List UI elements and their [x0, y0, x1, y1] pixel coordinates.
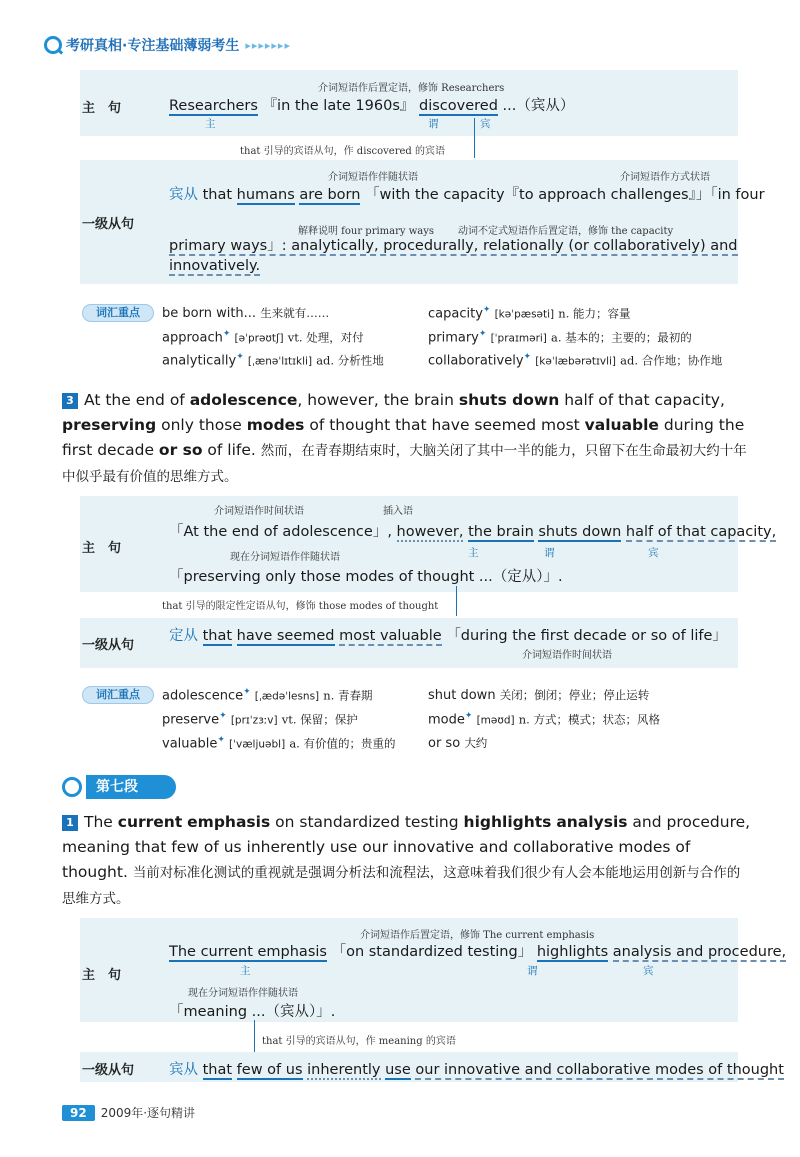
sub-clause-tag: 一级从句	[82, 638, 135, 653]
connector-line	[254, 1020, 255, 1052]
sub-clause-tag: 一级从句	[82, 217, 135, 232]
paragraph-translation: 然而，在青春期结束时，大脑关闭了其中一半的能力，只留下在生命最初大约十年中似乎最有价值的思维方式。	[62, 443, 747, 485]
connector-note: that 引导的宾语从句，作 meaning 的宾语	[262, 1036, 456, 1047]
vocab-tag: 词汇重点	[82, 304, 154, 322]
annotation: 插入语	[383, 506, 413, 517]
star-icon: ✦	[217, 735, 225, 745]
vocab-item: or so 大约	[428, 736, 488, 751]
sub-clause-tag: 一级从句	[82, 1063, 135, 1078]
annotation: 现在分词短语作伴随状语	[188, 988, 298, 999]
paragraph-1: 1 The current emphasis on standardized testing highlights analysis and procedure, meaning that few of us inherently use our innovative and collaborative modes of thought. 当前对标准化测试的重视就是强调分析法和流程法，这意味着我们很少有人会本能地运用创新与合作的思维方式。	[62, 813, 751, 907]
vocab-item: mode✦ [məʊd] n. 方式；模式；状态；风格	[428, 711, 660, 728]
main-sentence-line1: The current emphasis 「on standardized testing」 highlights analysis and procedure,	[169, 944, 787, 960]
role-object: 宾	[480, 118, 491, 130]
connector-note: that 引导的宾语从句，作 discovered 的宾语	[240, 146, 445, 157]
annotation: 动词不定式短语作后置定语，修饰 the capacity	[458, 226, 674, 237]
annotation: 介词短语作时间状语	[214, 506, 304, 517]
role-object: 宾	[648, 547, 659, 559]
section-label: 第七段	[86, 775, 176, 799]
sub-sentence-line1: 宾从 that humans are born 「with the capacity『to approach challenges』」「in four	[169, 187, 765, 203]
vocab-item: approach✦ [əˈprəʊtʃ] vt. 处理，对付	[162, 329, 364, 346]
paragraph-number: 3	[62, 393, 78, 409]
vocab-item: collaboratively✦ [kəˈlæbərətɪvli] ad. 合作地；协作地	[428, 352, 723, 369]
main-sentence-line1: 「At the end of adolescence」, however, the brain shuts down half of that capacity,	[169, 524, 777, 540]
role-verb: 谓	[527, 965, 538, 977]
star-icon: ✦	[464, 711, 473, 721]
sub-sentence-line2: primary ways」: analytically, procedurally, relationally (or collaboratively) and	[169, 238, 738, 254]
main-sentence-line2: 「meaning ...（宾从）」.	[169, 1004, 336, 1020]
vocab-item: preserve✦ [prɪˈzɜːv] vt. 保留；保护	[162, 711, 358, 728]
vocab-tag: 词汇重点	[82, 686, 154, 704]
main-clause-tag: 主 句	[82, 541, 122, 556]
footer-text: 2009年·逐句精讲	[100, 1106, 196, 1120]
role-subject: 主	[240, 965, 251, 977]
role-object: 宾	[643, 965, 654, 977]
sub-sentence: 定从 that have seemed most valuable 「during the first decade or so of life」	[169, 628, 727, 644]
header-title: 考研真相·专注基础薄弱考生	[66, 38, 240, 54]
annotation: 现在分词短语作伴随状语	[230, 552, 340, 563]
role-verb: 谓	[544, 547, 555, 559]
star-icon: ✦	[236, 352, 244, 362]
annotation: 介词短语作伴随状语	[328, 172, 418, 183]
vocab-item: adolescence✦ [ˌædəˈlesns] n. 青春期	[162, 687, 373, 704]
paragraph-translation: 当前对标准化测试的重视就是强调分析法和流程法，这意味着我们很少有人会本能地运用创新与合作的思维方式。	[62, 865, 741, 907]
connector-note: that 引导的限定性定语从句，修饰 those modes of thought	[162, 601, 439, 612]
search-logo-icon	[62, 777, 82, 797]
star-icon: ✦	[219, 711, 227, 721]
role-subject: 主	[468, 547, 479, 559]
annotation: 介词短语作后置定语，修饰 The current emphasis	[360, 930, 595, 941]
vocab-item: valuable✦ [ˈvæljuəbl] a. 有价值的；贵重的	[162, 735, 396, 752]
main-sentence-line2: 「preserving only those modes of thought ...（定从）」.	[169, 569, 563, 585]
main-clause-tag: 主 句	[82, 101, 122, 116]
page-footer	[62, 1104, 195, 1121]
annotation: 介词短语作方式状语	[620, 172, 710, 183]
star-icon: ✦	[523, 352, 532, 362]
star-icon: ✦	[222, 329, 231, 339]
connector-line	[474, 118, 475, 158]
vocab-item: primary✦ [ˈpraɪməri] a. 基本的；主要的；最初的	[428, 329, 692, 346]
paragraph-number: 1	[62, 815, 78, 831]
main-sentence: Researchers 『in the late 1960s』 discovered ...（宾从）	[169, 98, 575, 114]
star-icon: ✦	[478, 329, 487, 339]
connector-line	[456, 586, 457, 616]
header-arrows: ▸▸▸▸▸▸▸	[245, 38, 291, 52]
star-icon: ✦	[243, 687, 251, 697]
page-header	[44, 34, 291, 56]
star-icon: ✦	[482, 305, 491, 315]
sub-sentence: 宾从 that few of us inherently use our innovative and collaborative modes of thought	[169, 1062, 784, 1078]
main-clause-tag: 主 句	[82, 968, 122, 983]
role-subject: 主	[205, 118, 216, 130]
vocab-item: be born with... 生来就有……	[162, 306, 330, 321]
annotation: 解释说明 four primary ways	[298, 226, 435, 237]
vocab-item: capacity✦ [kəˈpæsəti] n. 能力；容量	[428, 305, 631, 322]
annotation: 介词短语作后置定语，修饰 Researchers	[318, 83, 505, 94]
section-heading	[62, 775, 176, 799]
role-verb: 谓	[428, 118, 439, 130]
vocab-item: shut down 关闭；倒闭；停业；停止运转	[428, 688, 650, 703]
annotation: 介词短语作时间状语	[522, 650, 612, 661]
page-number: 92	[62, 1105, 95, 1121]
paragraph-3: 3 At the end of adolescence, however, the brain shuts down half of that capacity, preserving only those modes of thought that have seemed most valuable during the first decade or so of life. 然而，在青春期结束时，大脑关闭了其中一半的能力，只留下在生命最初大约十年中似乎最有价值的思维方式。	[62, 391, 747, 485]
sub-sentence-line3: innovatively.	[169, 258, 261, 274]
vocab-item: analytically✦ [ˌænəˈlɪtɪkli] ad. 分析性地	[162, 352, 384, 369]
search-logo-icon	[44, 36, 62, 54]
